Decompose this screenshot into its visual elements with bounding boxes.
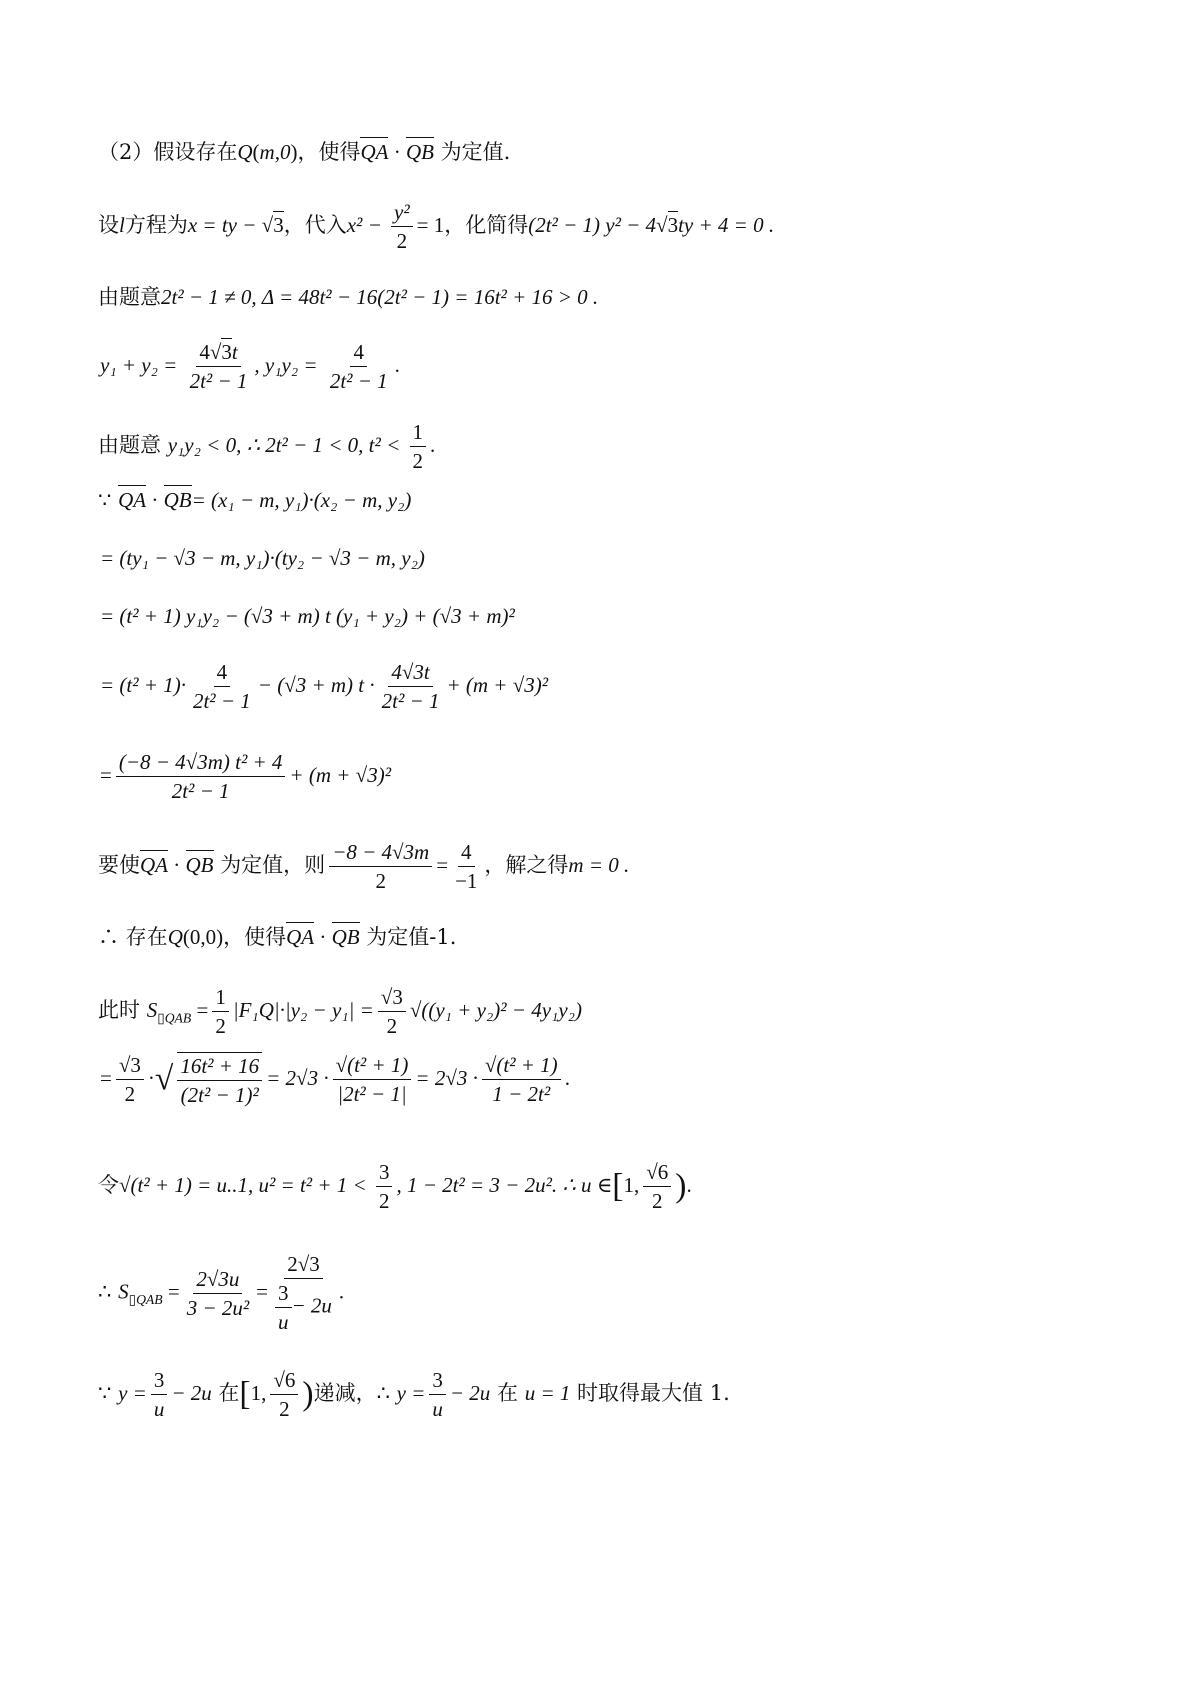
- therefore-symbol: ∴: [376, 1381, 390, 1406]
- equation: + (m + √3)²: [289, 763, 391, 788]
- line-simplified: [100, 750, 391, 803]
- equation: 2t² − 1 ≠ 0, Δ = 48t² − 16(2t² − 1) = 16t² + 16 > 0 .: [161, 285, 599, 309]
- coords: m,0: [259, 140, 291, 164]
- numerator: √3: [378, 985, 406, 1012]
- equation: − (√3 + m) t ·: [257, 673, 375, 698]
- denominator: −1: [455, 869, 478, 894]
- numerator: (−8 − 4√3m) t² + 4: [116, 750, 286, 777]
- equation: x² −: [346, 213, 387, 238]
- denominator: 2: [215, 1014, 226, 1039]
- line-l: l: [119, 213, 125, 238]
- text: 由题意: [98, 433, 161, 458]
- text: 为定值-1.: [366, 925, 457, 949]
- text: 为定值.: [440, 140, 511, 164]
- vector-qa: QA: [118, 485, 146, 512]
- text: 令: [98, 1173, 119, 1198]
- numerator: 4√3t: [388, 660, 432, 687]
- fraction: [391, 200, 413, 253]
- because-symbol: ∵: [98, 488, 112, 512]
- equation: y =: [118, 1381, 147, 1406]
- equation: = (t² + 1) y₁y₂ − (√3 + m) t (y₁ + y₂) + (√3 + m)²: [100, 604, 515, 628]
- fraction: [190, 660, 254, 713]
- line-substitute-u: 令√(t² + 1) = u..1, u² = t² + 1 < $\frac{3}{2}$ , 1 − 2t² = 3 − 2u². ∴ u ∈[1, $\frac{√6}{2}$ ).: [98, 1160, 692, 1214]
- fraction: [452, 840, 480, 893]
- text: 为定值，则: [220, 853, 326, 878]
- line-area: 此时 $S_{▯QAB}$ = $\frac{1}{2}$ |F₁Q|·|y₂ − y₁| = $\frac{√3}{2}$ √((y₁ + y₂)² − 4y₁y₂): [98, 985, 582, 1039]
- text: ，化简得: [444, 213, 529, 238]
- text: 在: [497, 1381, 518, 1406]
- line-substitution: 设l方程为x = ty − √3，代入x² − $\frac{\text{y²}}{2}$ = 1，化简得(2t² − 1) y² − 4√3ty + 4 = 0 .: [98, 200, 775, 254]
- equation: + (m + √3)²: [446, 673, 549, 698]
- text: 在: [218, 1381, 240, 1406]
- text: 设: [98, 213, 119, 238]
- equation: − 2u: [171, 1381, 212, 1406]
- numerator: y²: [391, 200, 413, 227]
- line-discriminant: [98, 285, 598, 310]
- numerator: √3: [116, 1053, 144, 1080]
- equation: = 1: [416, 213, 445, 238]
- line-product-negative: 由题意 y₁y₂ < 0, ∴ 2t² − 1 < 0, t² < $\frac{1}{2}$ .: [98, 420, 436, 474]
- subscript: ▯QAB: [157, 1010, 192, 1026]
- equation: y₁ + y₂ =: [100, 353, 183, 378]
- denominator: 2t² − 1: [189, 369, 248, 394]
- denominator: 2t² − 1: [329, 369, 388, 394]
- coords: 0,0: [189, 925, 217, 949]
- line-expand-3: [100, 660, 548, 713]
- equation: = (x₁ − m, y₁)·(x₂ − m, y₂): [191, 488, 412, 512]
- denominator: u: [432, 1397, 443, 1422]
- fraction: [116, 1053, 144, 1106]
- numerator: 1: [410, 420, 427, 447]
- text: ，使得: [297, 140, 361, 164]
- numerator: 4: [350, 340, 367, 367]
- equation: y =: [396, 1381, 426, 1406]
- numerator: 4√3t: [196, 340, 240, 367]
- denominator: |2t² − 1|: [337, 1082, 407, 1107]
- denominator: 2: [386, 1014, 398, 1039]
- text: 递减，: [313, 1381, 377, 1406]
- line-vieta: y₁ + y₂ = $\frac{4√3t}{\text{2t² − 1}}$ , y₁y₂ = $\frac{4}{\text{2t² − 1}}$ .: [100, 340, 400, 394]
- line-condition: 要使QA · QB 为定值，则 $\frac{-8 - 4√3m}{2}$ = $\frac{4}{-1}$ ，解之得m = 0 .: [98, 840, 630, 894]
- line-area-u: ∴ $S_{▯QAB}$ = $\frac{2√3u}{\text{3 − 2u²}}$ = 2√3 $\frac{3}{u}$ − 2u .: [98, 1252, 345, 1335]
- vector-qb: QB: [164, 485, 192, 512]
- denominator: 2: [375, 869, 386, 894]
- denominator: 2: [378, 1189, 390, 1214]
- text: 要使: [98, 853, 140, 878]
- fraction: [378, 985, 406, 1038]
- numerator: √(t² + 1): [482, 1053, 561, 1080]
- area-symbol: S: [118, 1279, 129, 1304]
- fraction: [116, 750, 286, 803]
- equation: = 2√3 ·: [266, 1066, 329, 1091]
- point-q: Q: [237, 140, 253, 164]
- equation: m = 0 .: [568, 853, 630, 878]
- text: ，使得: [223, 925, 287, 949]
- denominator: 2: [652, 1189, 663, 1214]
- equation: , y₁y₂ =: [254, 353, 323, 378]
- fraction: [379, 660, 443, 713]
- equation: x = ty −: [187, 213, 262, 238]
- fraction: [410, 420, 427, 473]
- fraction: [333, 1053, 412, 1106]
- numerator: 3: [151, 1368, 168, 1395]
- line-expand-1: [100, 546, 425, 571]
- text: ，解之得: [484, 853, 569, 878]
- numerator: 16t² + 16: [177, 1054, 262, 1081]
- numerator: 2√3u: [193, 1267, 242, 1294]
- sqrt-arg: 3: [667, 213, 679, 238]
- fraction: [482, 1053, 561, 1106]
- denominator: 3 − 2u²: [186, 1295, 250, 1320]
- line-monotonic: ∵ y = $\frac{3}{u}$ − 2u 在[1, $\frac{√6}{2}$ )递减，∴ y = $\frac{3}{u}$ − 2u 在 u = 1 时取得最大值 1.: [98, 1368, 730, 1422]
- line-conclusion: ∴ 存在Q(0,0)，使得QA · QB 为定值-1.: [98, 925, 456, 950]
- equation: = 2√3 ·: [415, 1066, 478, 1091]
- text: （2）假设存在: [98, 140, 238, 164]
- area-symbol: S: [146, 998, 158, 1023]
- vector-qa: QA: [286, 922, 314, 949]
- subscript: ▯QAB: [128, 1291, 163, 1307]
- line-area-simplify: = $\frac{√3}{2}$ ·√ $\frac{\text{16t² + 16}}{\text{(2t² − 1)²}}$ = 2√3 · $\frac{\text{√(t² + 1)}}{\text{|2t² − 1|}}$ = 2√3 · $\frac{\text{√(t² + 1)}}{\text{1 − 2t²}}$ .: [100, 1053, 570, 1108]
- text: ∴ 存在: [98, 925, 168, 949]
- line-expand-2: [100, 604, 515, 629]
- sqrt-arg: 3: [273, 213, 284, 238]
- denominator: 2: [412, 449, 423, 474]
- vector-qb: QB: [332, 922, 360, 949]
- fraction: [376, 1160, 393, 1213]
- vector-qa: QA: [360, 137, 388, 164]
- equation: (2t² − 1) y² − 4: [528, 213, 657, 238]
- fraction: [327, 340, 391, 393]
- fraction: [643, 1160, 671, 1213]
- numerator: −8 − 4√3m: [329, 840, 432, 867]
- denominator: $\frac{3}{u}$ − 2u: [272, 1279, 335, 1334]
- text: ，代入: [283, 213, 347, 238]
- denominator: 2t² − 1: [381, 689, 440, 714]
- equals: =: [100, 763, 112, 788]
- text: 由题意: [98, 285, 161, 309]
- equation: = (t² + 1)·: [100, 673, 186, 698]
- numerator: 3: [376, 1160, 393, 1187]
- denominator: 2: [279, 1397, 290, 1422]
- equation: − 2u: [449, 1381, 491, 1406]
- fraction: [329, 840, 432, 893]
- denominator: 2t² − 1: [171, 779, 230, 804]
- numerator: 3: [429, 1368, 446, 1395]
- numerator: 1: [212, 985, 229, 1012]
- equation: ty + 4 = 0 .: [678, 213, 775, 238]
- denominator: 1 − 2t²: [492, 1082, 551, 1107]
- sqrt-fraction: [177, 1052, 262, 1107]
- line-dot-product: ∵ QA · QB= (x₁ − m, y₁)·(x₂ − m, y₂): [98, 488, 411, 513]
- fraction: [187, 340, 251, 393]
- fraction: [151, 1368, 168, 1421]
- text: 方程为: [124, 213, 188, 238]
- numerator: 4: [458, 840, 475, 867]
- numerator: √6: [270, 1368, 298, 1395]
- vector-qa: QA: [140, 850, 168, 877]
- numerator: √6: [643, 1160, 671, 1187]
- equation: √(t² + 1) = u..1, u² = t² + 1 <: [119, 1173, 372, 1198]
- denominator: u: [153, 1397, 165, 1422]
- equation: √((y₁ + y₂)² − 4y₁y₂): [409, 998, 582, 1023]
- point-q: Q: [167, 925, 183, 949]
- numerator: 2√3: [284, 1252, 323, 1279]
- denominator: 2: [396, 229, 408, 254]
- fraction: [212, 985, 229, 1038]
- text: 此时: [98, 998, 140, 1023]
- numerator: √(t² + 1): [333, 1053, 412, 1080]
- fraction: [272, 1252, 335, 1334]
- equation: |F₁Q|·|y₂ − y₁| =: [232, 998, 374, 1023]
- denominator: (2t² − 1)²: [180, 1083, 259, 1108]
- fraction: [270, 1368, 298, 1421]
- fraction: [429, 1368, 446, 1421]
- denominator: 2: [124, 1082, 136, 1107]
- because-symbol: ∵: [98, 1381, 112, 1406]
- equation: u = 1: [524, 1381, 571, 1406]
- denominator: 2t² − 1: [192, 689, 251, 714]
- line-assumption: （2）假设存在Q(m,0)，使得QA · QB 为定值.: [98, 140, 510, 165]
- equation: = (ty₁ − √3 − m, y₁)·(ty₂ − √3 − m, y₂): [100, 546, 425, 570]
- fraction: [184, 1267, 252, 1320]
- therefore-symbol: ∴: [98, 1279, 112, 1304]
- vector-qb: QB: [186, 850, 214, 877]
- vector-qb: QB: [406, 137, 434, 164]
- equation: , 1 − 2t² = 3 − 2u². ∴ u ∈: [396, 1173, 613, 1198]
- numerator: 4: [214, 660, 231, 687]
- text: 时取得最大值 1.: [577, 1381, 730, 1406]
- equation: y₁y₂ < 0, ∴ 2t² − 1 < 0, t² <: [167, 433, 406, 458]
